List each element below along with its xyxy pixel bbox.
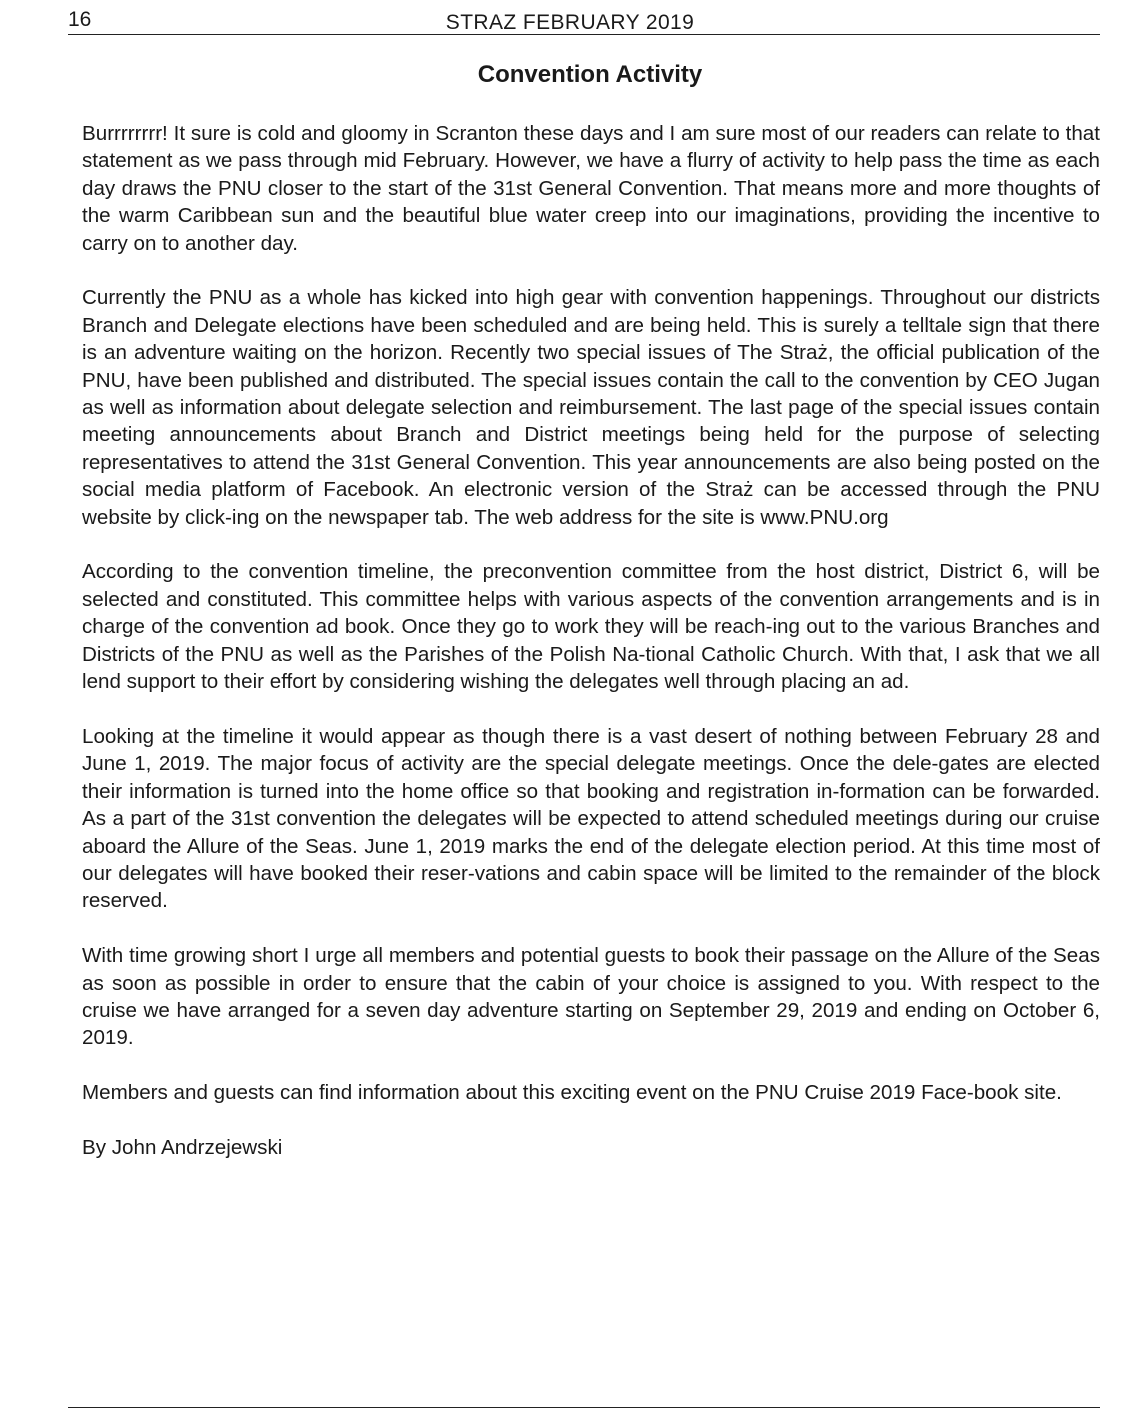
article-title: Convention Activity bbox=[477, 61, 703, 88]
article-paragraph: According to the convention timeline, the preconvention committee from the host district, District 6, will be selected and constituted. This committee helps with various aspects of the convention arrangements and is in charge of the convention ad book. Once they go to work they will be reach-ing out to the various Branches and Districts of the PNU as well as the Parishes of the Polish Na-tional Catholic Church. With that, I ask that we all lend support to their effort by considering wishing the delegates well through placing an ad. bbox=[82, 560, 1100, 694]
footer-rule bbox=[68, 1407, 1100, 1408]
article-paragraph: Burrrrrrrr! It sure is cold and gloomy in Scranton these days and I am sure most of our readers can relate to that statement as we pass through mid February. However, we have a flurry of activity to help pass the time as each day draws the PNU closer to the start of the 31st General Convention. That means more and more thoughts of the warm Caribbean sun and the beautiful blue water creep into our imaginations, providing the incentive to carry on to another day. bbox=[82, 122, 1100, 255]
article-paragraph: Looking at the timeline it would appear as though there is a vast desert of nothing between February 28 and June 1, 2019. The major focus of activity are the special delegate meetings. Once the dele-gates are elected their information is turned into the home office so that booking and registration in-formation can be forwarded. As a part of the 31st convention the delegates will be expected to attend scheduled meetings during our cruise aboard the Allure of the Seas. June 1, 2019 marks the end of the delegate election period. At this time most of our delegates will have booked their reser-vations and cabin space will be limited to the remainder of the block reserved. bbox=[82, 724, 1100, 913]
article-paragraph: Members and guests can find information about this exciting event on the PNU Cruise 2019 Face-book site. bbox=[82, 1081, 1062, 1105]
article-body bbox=[82, 120, 1100, 1189]
article-paragraph: Currently the PNU as a whole has kicked into high gear with convention happenings. Throughout our districts Branch and Delegate elections have been scheduled and are being held. This is surely a telltale sign that there is an adventure waiting on the horizon. Recently two special issues of The Straż, the official publication of the PNU, have been published and distributed. The special issues contain the call to the convention by CEO Jugan as well as information about delegate selection and reimbursement. The last page of the special issues contain meeting announcements about Branch and District meetings being held for the purpose of selecting representatives to attend the 31st General Convention. This year announcements are also being posted on the social media platform of Facebook. An electronic version of the Straż can be accessed through the PNU website by click-ing on the newspaper tab. The web address for the site is www.PNU.org bbox=[82, 286, 1100, 529]
page-number: 16 bbox=[68, 8, 92, 31]
article-paragraph: With time growing short I urge all members and potential guests to book their passage on the Allure of the Seas as soon as possible in order to ensure that the cabin of your choice is assigned to you. With respect to the cruise we have arranged for a seven day adventure starting on September 29, 2019 and ending on October 6, 2019. bbox=[82, 944, 1100, 1050]
header-rule bbox=[68, 34, 1100, 35]
running-head: STRAZ FEBRUARY 2019 bbox=[445, 11, 695, 34]
byline: By John Andrzejewski bbox=[82, 1135, 283, 1159]
